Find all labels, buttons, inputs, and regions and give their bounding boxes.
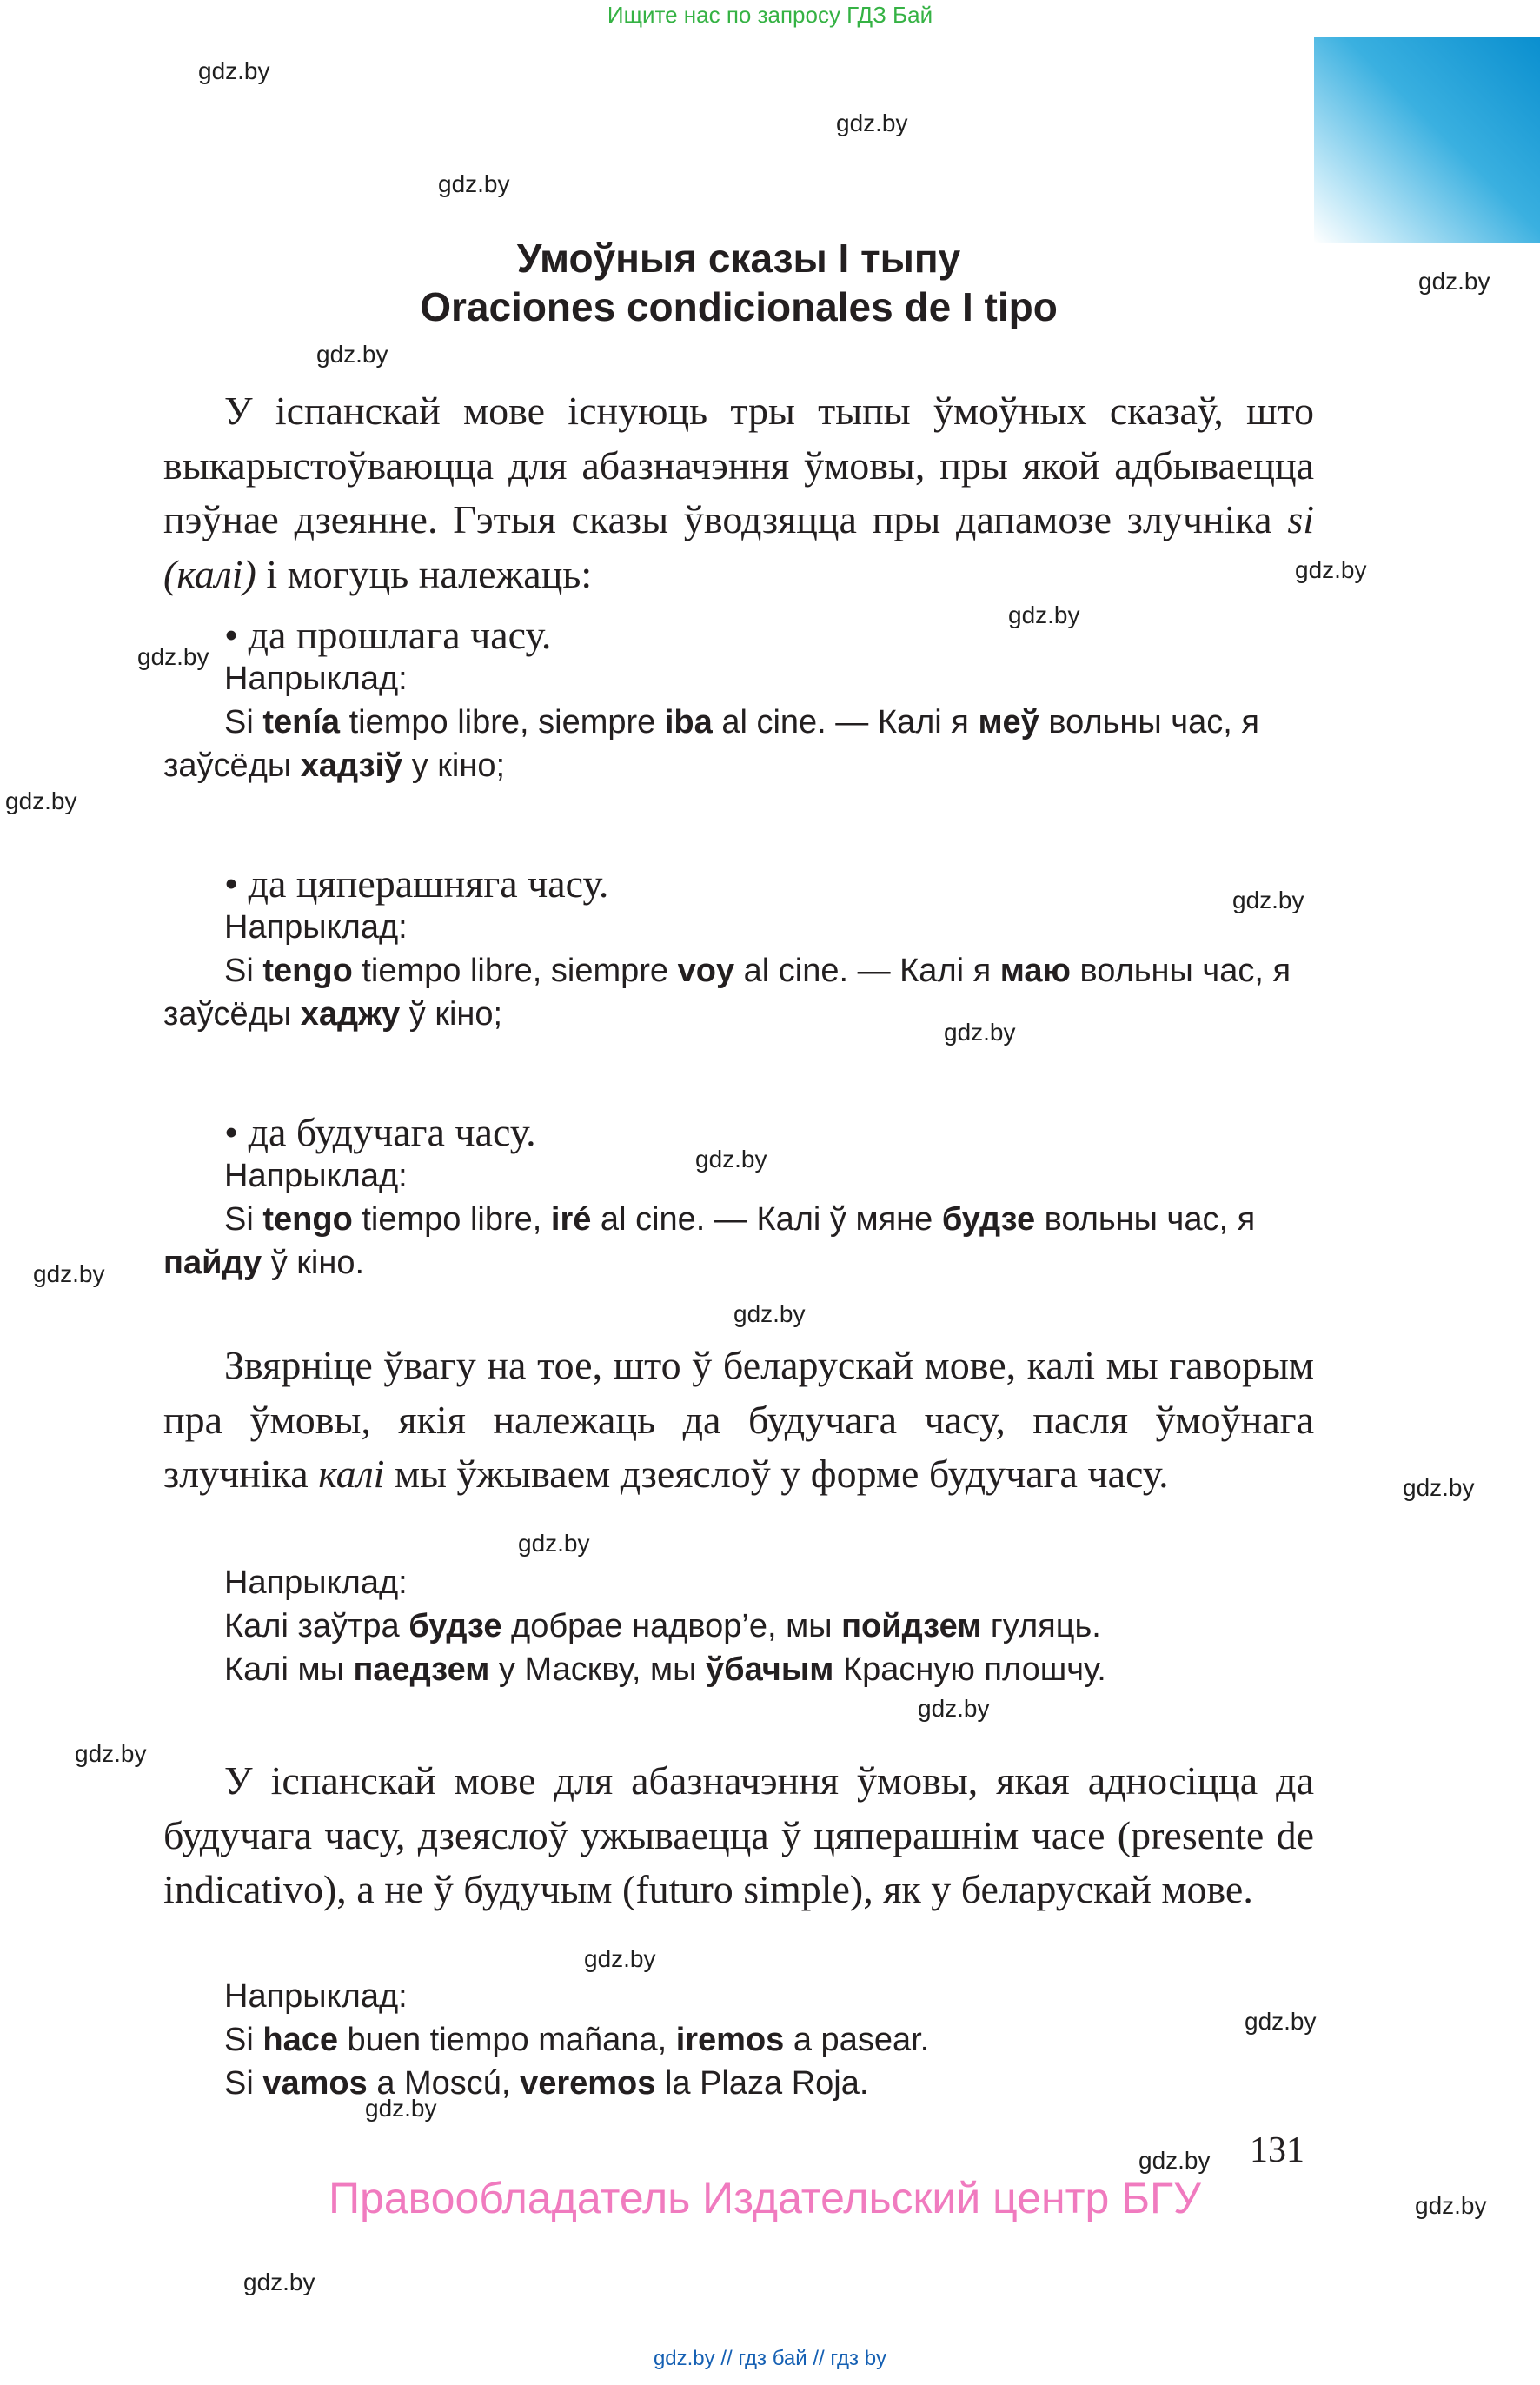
watermark: gdz.by	[243, 2269, 315, 2295]
intro-paragraph: У іспанскай мове існуюць тры тыпы ўмоўных сказаў, што выкарыстоўваюцца для абазначэння ўмовы, пры якой адбываецца пэўнае дзеянне. Гэтыя сказы ўводзяцца пры дапамозе злучніка si (калі) і могуць належаць:	[163, 389, 1314, 596]
title-spanish: Oraciones condicionales de I tipo	[420, 284, 1058, 329]
watermark: gdz.by	[75, 1740, 147, 1767]
watermark: gdz.by	[1295, 556, 1367, 583]
bullet-past: • да прошлага часу.	[224, 613, 552, 657]
watermark: gdz.by	[944, 1019, 1016, 1046]
copyright-notice: Правообладатель Издательский центр БГУ	[329, 2174, 1201, 2222]
watermark: gdz.by	[1232, 887, 1304, 913]
note-spanish-paragraph: У іспанскай мове для абазначэння ўмовы, якая адносіцца да будучага часу, дзеяслоў ужываецца ў цяперашнім часе (presente de indicativo), а не ў будучым (futuro simple), як у беларускай мове.	[163, 1758, 1314, 1911]
top-banner-link[interactable]: Ищите нас по запросу ГДЗ Бай	[607, 2, 933, 28]
example-future: Si tengo tiempo libre, iré al cine. — Калі ў мяне будзе вольны час, я пайду ў кіно.	[163, 1201, 1256, 1281]
footer-links	[0, 2347, 1540, 2371]
footer-separator: //	[720, 2347, 733, 2370]
example-label: Напрыклад:	[224, 909, 408, 946]
watermark: gdz.by	[33, 1260, 105, 1287]
watermark: gdz.by	[733, 1300, 806, 1327]
example-past: Si tenía tiempo libre, siempre iba al cine. — Калі я меў вольны час, я заўсёды хадзіў у кіно;	[163, 704, 1259, 784]
watermark: gdz.by	[316, 341, 388, 368]
bullet-future: • да будучага часу.	[224, 1110, 536, 1154]
watermark: gdz.by	[5, 787, 77, 814]
watermark: gdz.by	[198, 57, 270, 84]
page-number: 131	[1250, 2130, 1304, 2170]
corner-color-block	[1314, 37, 1540, 243]
watermark: gdz.by	[918, 1695, 990, 1722]
watermark: gdz.by	[137, 643, 209, 670]
watermark: gdz.by	[1245, 2008, 1317, 2035]
watermark: gdz.by	[1403, 1474, 1475, 1501]
conjunction-kali: калі	[318, 1452, 385, 1496]
watermark: gdz.by	[1418, 268, 1490, 295]
watermark: gdz.by	[1138, 2147, 1211, 2174]
footer-link-gdz-by[interactable]: gdz.by	[653, 2347, 715, 2370]
example-belarusian-2: Калі мы паедзем у Маскву, мы ўбачым Красную плошчу.	[224, 1651, 1106, 1688]
footer-separator: //	[813, 2347, 825, 2370]
watermark: gdz.by	[518, 1530, 590, 1557]
example-label: Напрыклад:	[224, 1565, 408, 1601]
example-spanish-1: Si hace buen tiempo mañana, iremos a pasear.	[224, 2022, 930, 2058]
example-label: Напрыклад:	[224, 1978, 408, 2015]
note-belarusian-paragraph: Звярніце ўвагу на тое, што ў беларускай мове, калі мы гаворым пра ўмовы, якія належаць да будучага часу, пасля ўмоўнага злучніка калі мы ўжываем дзеяслоў у форме будучага часу.	[163, 1343, 1314, 1496]
example-label: Напрыклад:	[224, 1158, 408, 1194]
watermark: gdz.by	[836, 110, 908, 136]
example-present: Si tengo tiempo libre, siempre voy al cine. — Калі я маю вольны час, я заўсёды хаджу ў кіно;	[163, 953, 1291, 1033]
watermark: gdz.by	[1008, 601, 1080, 628]
conjunction-si: si (калі)	[163, 497, 1314, 596]
example-belarusian-1: Калі заўтра будзе добрае надвор’е, мы пойдзем гуляць.	[224, 1608, 1101, 1644]
title-belarusian: Умоўныя сказы I тыпу	[516, 236, 961, 281]
footer-link-gdz-by-cyr[interactable]: гдз by	[830, 2347, 887, 2370]
bullet-present: • да цяперашняга часу.	[224, 861, 609, 906]
watermark: gdz.by	[695, 1146, 767, 1173]
watermark: gdz.by	[584, 1945, 656, 1972]
watermark: gdz.by	[438, 170, 510, 197]
watermark: gdz.by	[1415, 2192, 1487, 2219]
example-spanish-2: Si vamos a Moscú, veremos la Plaza Roja.	[224, 2065, 869, 2102]
watermark: gdz.by	[365, 2095, 437, 2122]
example-label: Напрыклад:	[224, 661, 408, 697]
footer-link-gdz-bai[interactable]: гдз бай	[738, 2347, 807, 2370]
